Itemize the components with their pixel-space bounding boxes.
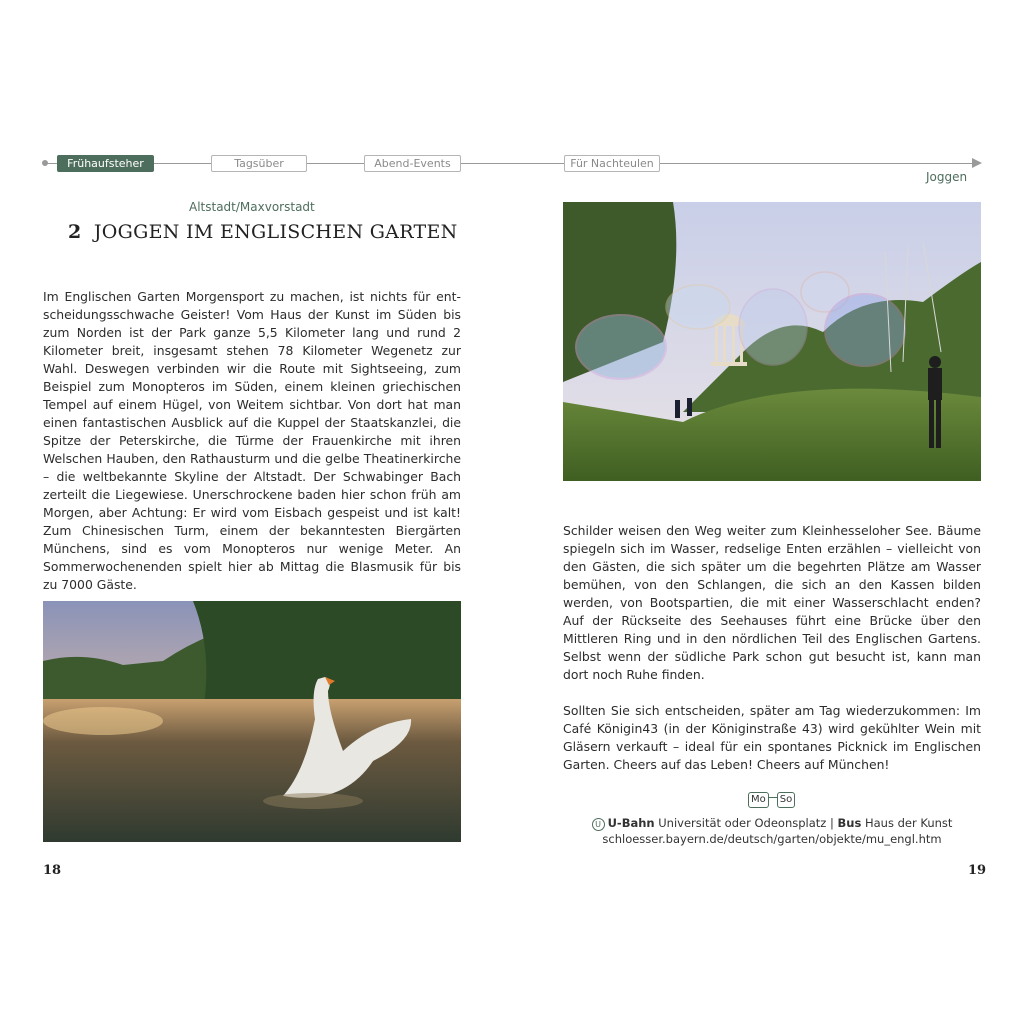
timeline-item-abend-events: Abend-Events <box>364 155 461 172</box>
timeline-item-tagsueber: Tagsüber <box>211 155 307 172</box>
transit-line <box>563 815 981 831</box>
timeline-item-nachteulen: Für Nachteulen <box>564 155 660 172</box>
page-title <box>68 221 458 243</box>
timeline-category-label: Joggen <box>926 170 968 184</box>
right-body-text <box>563 522 981 774</box>
timeline-start-dot <box>42 160 48 166</box>
timeline-arrow-icon <box>972 158 982 168</box>
entry-title: JOGGEN IM ENGLISCHEN GARTEN <box>93 221 458 243</box>
swan-lake-photo <box>43 601 461 842</box>
right-paragraph-2: Sollten Sie sich entscheiden, später am Tag wiederzukommen: Im Café Königin43 (in der Königinstraße 43) wird gekühlter Wein mit Gläsern verkauft – ideal für ein spontanes Picknick im Englischen Garten. Cheers auf das Leben! Cheers auf München! <box>563 703 981 772</box>
day-range-connector <box>769 797 777 798</box>
ubahn-stops: Universität oder Odeonsplatz <box>658 816 827 830</box>
day-from-badge: Mo <box>748 792 769 808</box>
website-url[interactable]: schloesser.bayern.de/deutsch/garten/objekte/mu_engl.htm <box>602 832 942 846</box>
left-paragraph: Im Englischen Garten Morgensport zu machen, ist nichts für entscheidungsschwache Geister! Vom Haus der Kunst im Süden bis zum Norden ist der Park ganze 5,5 Kilometer lang und rund 2 Kilometer breit, insgesamt stehen 78 Kilometer Wegenetz zur Wahl. Deswegen verbinden wir die Route mit Sightseeing, zum Beispiel zum Monopteros im Süden, einem kleinen griechischen Tempel auf einem Hügel, von Weitem sichtbar. Von dort hat man einen fantastischen Ausblick auf die Kuppel der Staatskanzlei, die Spitze der Peterskirche, die Türme der Frauenkirche mit ihren Welschen Hauben, den Rathausturm und die gelbe Theatinerkirche – die weltbekannte Skyline der Altstadt. Der Schwabinger Bach zerteilt die Liegewiese. Unerschrockene baden hier schon früh am Morgen, aber Achtung: Er wird vom Eisbach gespeist und ist kalt! Zum Chinesischen Turm, einem der bekanntesten Biergärten Münchens, sind es vom Monopteros nur wenige Meter. An Sommerwochenenden spielt hier ab Mittag die Blasmusik für bis zu 7000 Gäste. <box>43 289 461 592</box>
bus-stop: Haus der Kunst <box>864 816 953 830</box>
entry-number: 2 <box>68 221 82 243</box>
timeline-item-fruehaufsteher: Frühaufsteher <box>57 155 154 172</box>
bus-label: Bus <box>837 816 862 830</box>
timeline-line <box>44 163 976 164</box>
opening-days <box>748 787 795 808</box>
left-page-number: 18 <box>43 863 62 878</box>
bubbles-park-photo <box>563 202 981 481</box>
left-body-text <box>43 288 461 594</box>
ubahn-label: U-Bahn <box>607 816 655 830</box>
right-page-number: 19 <box>968 863 987 878</box>
ubahn-icon: U <box>592 818 605 831</box>
day-to-badge: So <box>777 792 795 808</box>
district-label: Altstadt/Maxvorstadt <box>189 200 315 214</box>
transit-info <box>563 815 981 847</box>
transit-separator: | <box>829 816 834 830</box>
right-paragraph-1: Schilder weisen den Weg weiter zum Kleinhesseloher See. Bäume spiegeln sich im Wasser, redselige Enten erzählen – vielleicht von den Gästen, die sich später um die begehrten Plätze am Wasser bemühen, von den Schlangen, die sich an den Kassen bilden werden, von Bootspartien, die mit einer Wasserschlacht enden? Auf der Rückseite des Seehauses führt eine Brücke über den Mittleren Ring und in den nördlichen Teil des Englischen Gartens. Selbst wenn der südliche Park schon gut besucht ist, kann man dort noch Ruhe finden. <box>563 523 981 682</box>
